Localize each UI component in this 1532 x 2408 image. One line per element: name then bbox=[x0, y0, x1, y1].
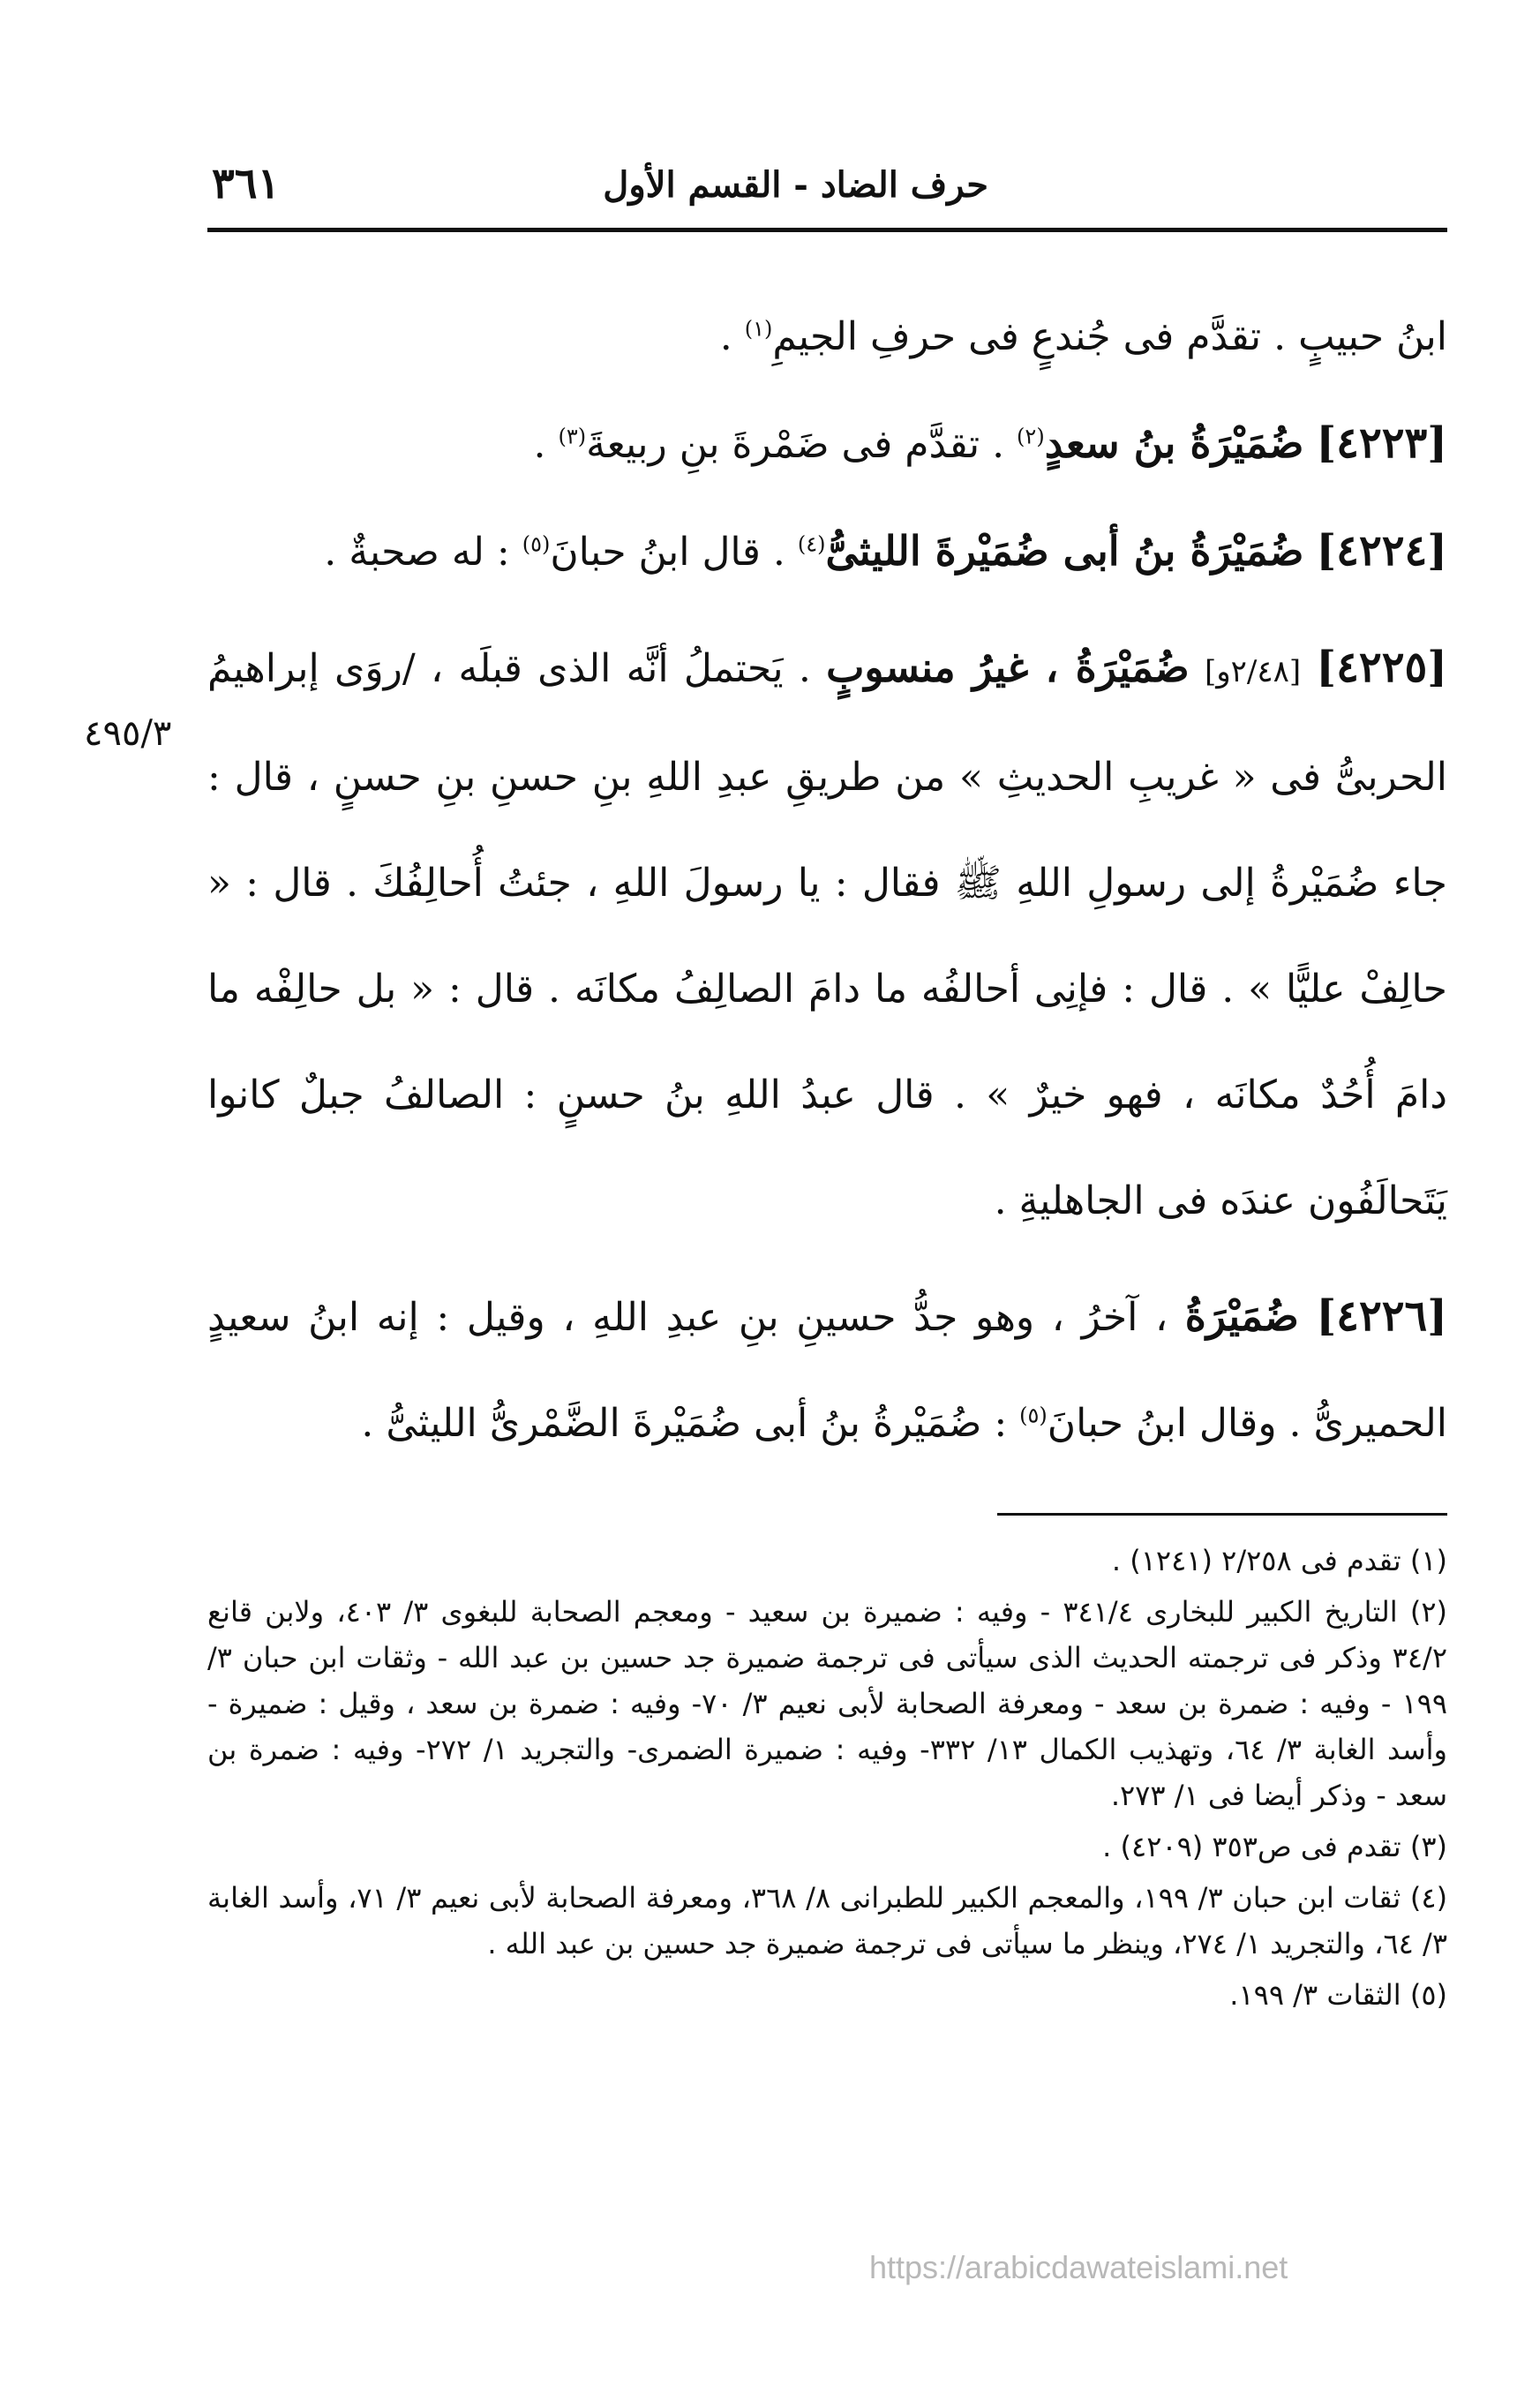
main-text bbox=[207, 284, 1447, 1477]
watermark-url: https://arabicdawateislami.net bbox=[869, 2249, 1288, 2285]
entry-name: ضُمَيْرَةُ بنُ سعدٍ bbox=[1044, 419, 1304, 467]
footnote-ref: (٥) bbox=[522, 531, 551, 557]
entry-name: ضُمَيْرَةُ ، غيرُ منسوبٍ bbox=[826, 643, 1190, 691]
running-head: حرف الضاد - القسم الأول bbox=[603, 164, 988, 206]
footnote-3: (٣) تقدم فى ص٣٥٣ (٤٢٠٩) . bbox=[1102, 1830, 1447, 1863]
entry-number: [٤٢٢٤] bbox=[1316, 526, 1447, 576]
page-header bbox=[194, 152, 1447, 222]
page-number: ٣٦١ bbox=[212, 159, 281, 208]
footnote-5: (٥) الثقات ٣/ ١٩٩. bbox=[1229, 1978, 1447, 2012]
intro-paragraph: ابنُ حبيبٍ . تقدَّم فى جُندعٍ فى حرفِ الجيمِ$^{(١)}$ . bbox=[719, 314, 1447, 359]
margin-reference: ٤٩٥/٣ bbox=[84, 713, 172, 754]
entry-number: [٤٢٢٣] bbox=[1316, 418, 1447, 468]
entry-name: ضُمَيْرَةُ بنُ أبى ضُمَيْرةَ الليثىُّ bbox=[825, 527, 1304, 575]
manuscript-ref: [٢/٤٨و] bbox=[1204, 654, 1302, 689]
footnote-4: (٤) ثقات ابن حبان ٣/ ١٩٩، والمعجم الكبير للطبرانى ٨/ ٣٦٨، ومعرفة الصحابة لأبى نعيم ٣/ ٧١، وأسد الغابة ٣/ ٦٤، والتجريد ١/ ٢٧٤، وينظر ما سيأتى فى ترجمة ضميرة جد حسين بن عبد الله . bbox=[207, 1881, 1448, 1960]
footnote-ref: (٢) bbox=[1017, 424, 1045, 449]
footnote-ref: (٤) bbox=[797, 531, 826, 557]
footnote-ref: (١) bbox=[744, 316, 773, 342]
footnote-rule bbox=[997, 1513, 1447, 1516]
footnote-ref: (٣) bbox=[558, 424, 587, 449]
footnotes bbox=[207, 1538, 1447, 2023]
entry-number: [٤٢٢٦] bbox=[1316, 1291, 1447, 1341]
entry-number: [٤٢٢٥] bbox=[1316, 643, 1447, 692]
header-rule bbox=[207, 228, 1447, 232]
entry-4226: [٤٢٢٦] ضُمَيْرَةُ ، آخرُ ، وهو جدُّ حسينِ بنِ عبدِ اللهِ ، وقيل : إنه ابنُ سعيدٍ الحميرىُّ . وقال ابنُ حبانَ$^{(٥)}$ : ضُمَيْرةُ بنُ أبى ضُمَيْرةَ الضَّمْرىُّ الليثىُّ . bbox=[207, 1291, 1447, 1446]
footnote-1: (١) تقدم فى ٢/٢٥٨ (١٢٤١) . bbox=[1111, 1544, 1447, 1577]
footnote-ref: (٥) bbox=[1019, 1403, 1048, 1428]
entry-4225: [٤٢٢٥] [٢/٤٨و] ضُمَيْرَةُ ، غيرُ منسوبٍ . يَحتملُ أنَّه الذى قبلَه ، /روَى إبراهيمُ الحربىُّ فى « غريبِ الحديثِ » من طريقِ عبدِ اللهِ بنِ حسنِ بنِ حسنٍ ، قال : جاء ضُمَيْرةُ إلى رسولِ اللهِ ﷺ فقال : يا رسولَ اللهِ ، جئتُ أُحالِفُكَ . قال : « حالِفْ عليًّا » . قال : فإنِى أحالفُه ما دامَ الصالِفُ مكانَه . قال : « بل حالِفْه ما دامَ أُحُدٌ مكانَه ، فهو خيرٌ » . قال عبدُ اللهِ بنُ حسنٍ : الصالفُ جبلٌ كانوا يَتَحالَفُون عندَه فى الجاهليةِ . bbox=[207, 643, 1447, 1223]
footnote-2: (٢) التاريخ الكبير للبخارى ٣٤١/٤ - وفيه : ضميرة بن سعيد - ومعجم الصحابة للبغوى ٣/ ٤٠٣، ولابن قانع ٣٤/٢ وذكر فى ترجمته الحديث الذى سيأتى فى ترجمة ضميرة جد حسين بن عبد الله - وثقات ابن حبان ٣/ ١٩٩ - وفيه : ضمرة بن سعد - ومعرفة الصحابة لأبى نعيم ٣/ ٧٠- وفيه : ضمرة بن سعد ، وقيل : ضميرة - وأسد الغابة ٣/ ٦٤، وتهذيب الكمال ١٣/ ٣٣٢- وفيه : ضميرة الضمرى- والتجريد ١/ ٢٧٢- وفيه : ضمرة بن سعد - وذكر أيضا فى ١/ ٢٧٣. bbox=[207, 1595, 1448, 1812]
entry-4224: [٤٢٢٤] ضُمَيْرَةُ بنُ أبى ضُمَيْرةَ الليثىُّ$^{(٤)}$ . قال ابنُ حبانَ$^{(٥)}$ : له صحبةٌ . bbox=[324, 526, 1447, 576]
entry-name: ضُمَيْرَةُ bbox=[1184, 1292, 1299, 1340]
entry-4223: [٤٢٢٣] ضُمَيْرَةُ بنُ سعدٍ$^{(٢)}$ . تقدَّم فى ضَمْرةَ بنِ ربيعةَ$^{(٣)}$ . bbox=[533, 418, 1447, 468]
